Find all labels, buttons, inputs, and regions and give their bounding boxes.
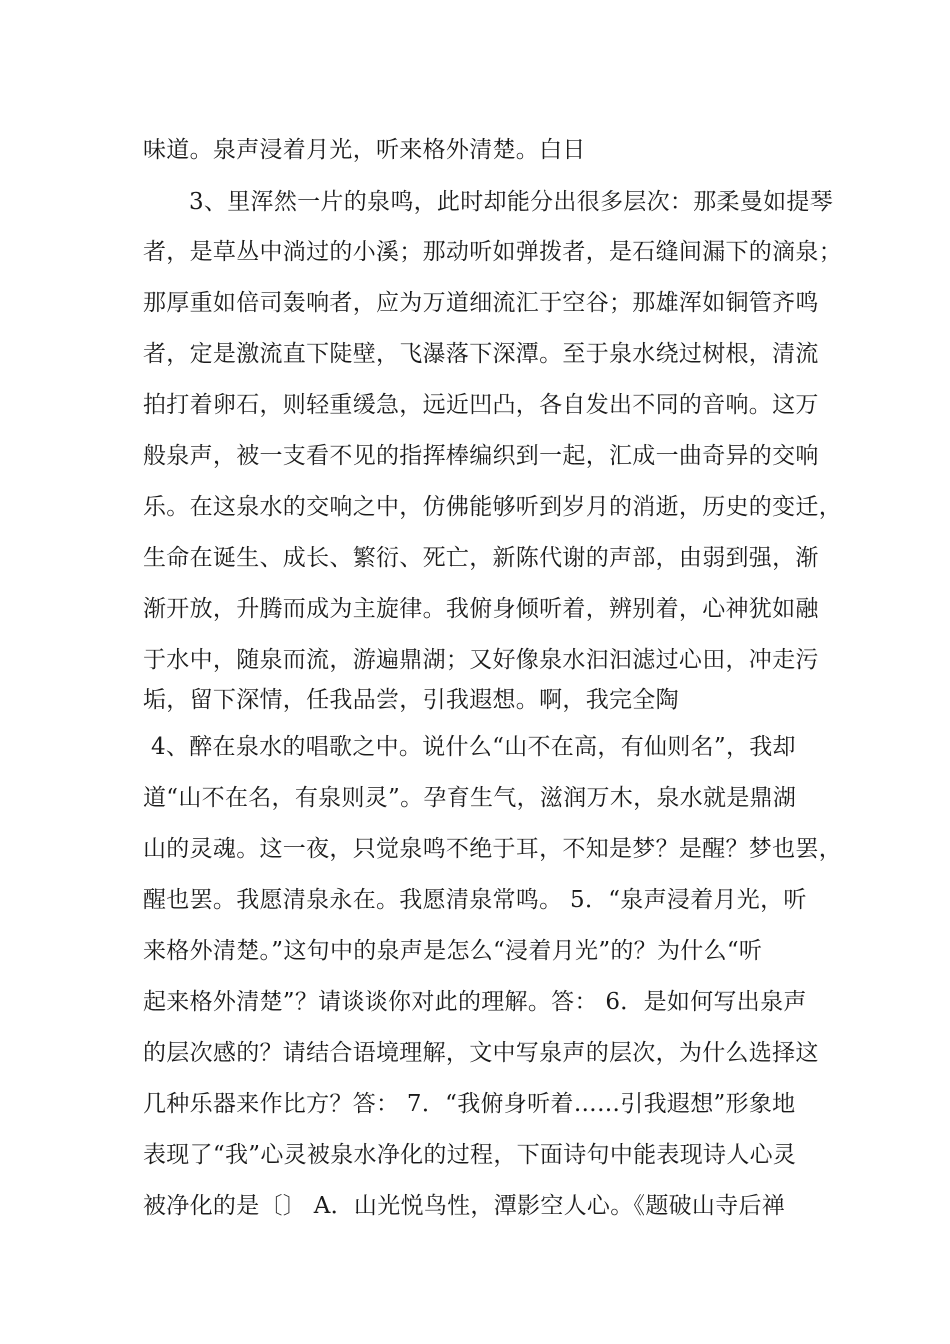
text-line-15: 山的灵魂。这一夜，只觉泉鸣不绝于耳，不知是梦？是醒？梦也罢，	[143, 836, 842, 862]
text-line-20: 几种乐器来作比方？答： 7．“我俯身听着……引我遐想”形象地	[143, 1091, 796, 1117]
text-line-12: 垢，留下深情，任我品尝，引我遐想。啊，我完全陶	[143, 687, 679, 713]
text-line-14: 道“山不在名，有泉则灵”。孕育生气，滋润万木，泉水就是鼎湖	[143, 785, 797, 811]
text-line-16: 醒也罢。我愿清泉永在。我愿清泉常鸣。 5．“泉声浸着月光，听	[143, 887, 807, 913]
text-line-19: 的层次感的？请结合语境理解，文中写泉声的层次，为什么选择这	[143, 1040, 819, 1066]
text-line-5: 者，定是激流直下陡壁，飞瀑落下深潭。至于泉水绕过树根，清流	[143, 341, 819, 367]
text-line-10: 渐开放，升腾而成为主旋律。我俯身倾听着，辨别着，心神犹如融	[143, 596, 819, 622]
text-line-6: 拍打着卵石，则轻重缓急，远近凹凸，各自发出不同的音响。这万	[143, 392, 819, 418]
text-line-4: 那厚重如倍司轰响者，应为万道细流汇于空谷；那雄浑如铜管齐鸣	[143, 290, 819, 316]
text-line-8: 乐。在这泉水的交响之中，仿佛能够听到岁月的消逝，历史的变迁，	[143, 494, 842, 520]
text-line-17: 来格外清楚。”这句中的泉声是怎么“浸着月光”的？为什么“听	[143, 938, 763, 964]
text-line-21: 表现了“我”心灵被泉水净化的过程，下面诗句中能表现诗人心灵	[143, 1142, 797, 1168]
text-line-18: 起来格外清楚”？请谈谈你对此的理解。答： 6．是如何写出泉声	[143, 989, 807, 1015]
text-line-22: 被净化的是〔〕 A．山光悦鸟性，潭影空人心。《题破山寺后禅	[143, 1193, 786, 1219]
text-line-11: 于水中，随泉而流，游遍鼎湖；又好像泉水汩汩滤过心田，冲走污	[143, 647, 819, 673]
text-line-2: 3、里浑然一片的泉鸣，此时却能分出很多层次：那柔曼如提琴	[189, 189, 834, 215]
text-line-3: 者，是草丛中淌过的小溪；那动听如弹拨者，是石缝间漏下的滴泉；	[143, 239, 842, 265]
text-line-13: 4、醉在泉水的唱歌之中。说什么“山不在高，有仙则名”，我却	[151, 734, 796, 760]
text-line-7: 般泉声，被一支看不见的指挥棒编织到一起，汇成一曲奇异的交响	[143, 443, 819, 469]
text-line-9: 生命在诞生、成长、繁衍、死亡，新陈代谢的声部，由弱到强，渐	[143, 545, 819, 571]
text-line-1: 味道。泉声浸着月光，听来格外清楚。白日	[143, 137, 586, 163]
